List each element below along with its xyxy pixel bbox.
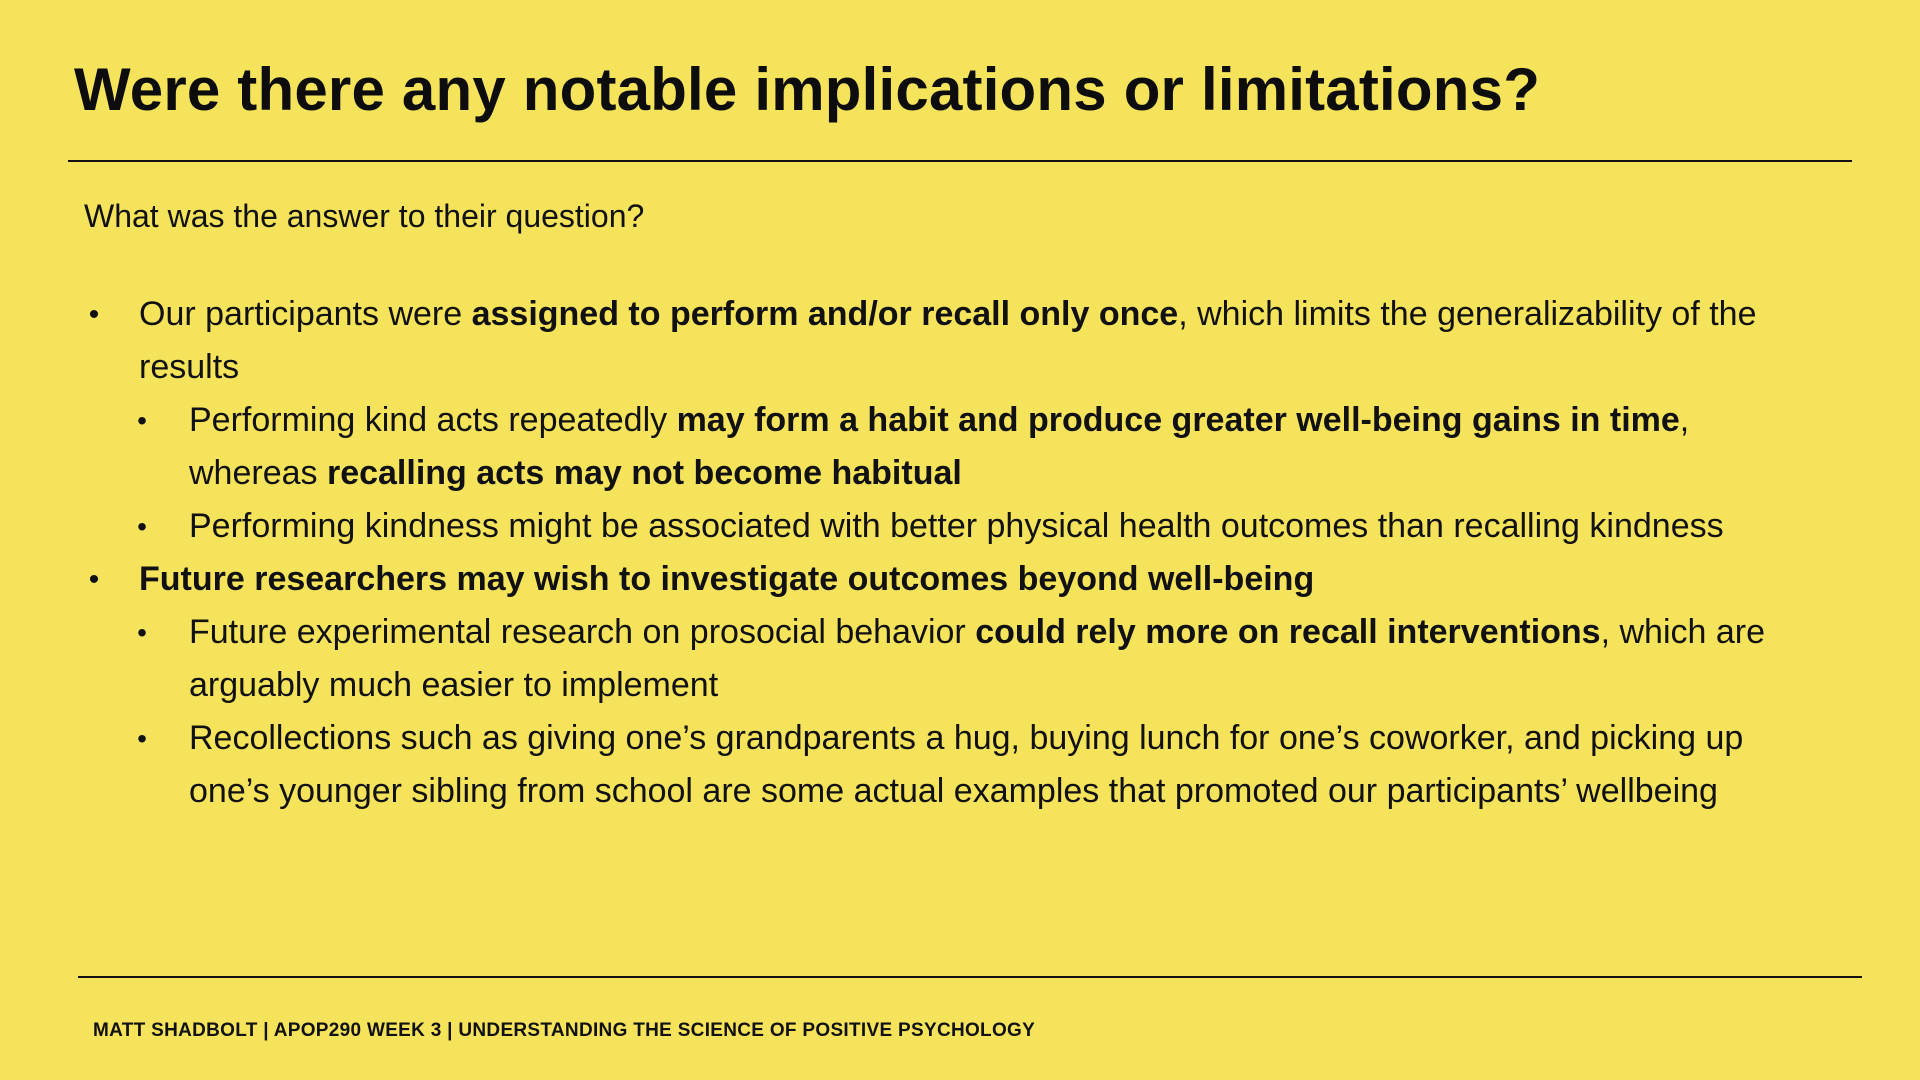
slide-title: Were there any notable implications or limitations? (74, 56, 1541, 123)
sub-bullet-item (84, 712, 1804, 818)
bullet-text: Performing kind acts repeatedly (189, 401, 677, 439)
footer-text: MATT SHADBOLT | APOP290 WEEK 3 | UNDERSTANDING THE SCIENCE OF POSITIVE PSYCHOLOGY (93, 1020, 1036, 1041)
bullet-emphasis-text: assigned to perform and/or recall only once (471, 295, 1179, 333)
bullet-emphasis-text: recalling acts may not become habitual (326, 454, 962, 492)
title-divider (68, 160, 1852, 162)
bullet-dot-icon: • (88, 298, 100, 331)
bullet-emphasis-text: Future researchers may wish to investigate outcomes beyond well-being (139, 560, 1315, 598)
sub-bullet-item (84, 606, 1804, 712)
footer-divider (78, 976, 1862, 978)
sub-bullet-item (84, 394, 1804, 500)
bullet-item (84, 553, 1804, 606)
bullet-dot-icon: • (88, 563, 100, 596)
bullet-dot-icon: • (137, 405, 147, 436)
bullet-text: , whereas (189, 401, 1690, 492)
bullet-text: Performing kindness might be associated with better physical health outcomes than recalling kindness (189, 507, 1724, 545)
subheading: What was the answer to their question? (84, 198, 645, 234)
bullet-text: Our participants were (139, 295, 472, 333)
bullet-list (84, 288, 1804, 818)
bullet-text: Recollections such as giving one’s grandparents a hug, buying lunch for one’s coworker, and picking up one’s younger sibling from school are some actual examples that promoted our participants’ wellbeing (189, 719, 1744, 810)
bullet-text: Future experimental research on prosocial behavior (189, 613, 976, 651)
bullet-text: , which limits the generalizability of the results (139, 295, 1757, 386)
bullet-text: , which are arguably much easier to implement (189, 613, 1765, 704)
sub-bullet-item (84, 500, 1804, 553)
bullet-dot-icon: • (137, 617, 147, 648)
bullet-emphasis-text: could rely more on recall interventions (975, 613, 1601, 651)
bullet-item (84, 288, 1804, 394)
bullet-dot-icon: • (137, 511, 147, 542)
bullet-emphasis-text: may form a habit and produce greater well-being gains in time (676, 401, 1680, 439)
bullet-dot-icon: • (137, 723, 147, 754)
